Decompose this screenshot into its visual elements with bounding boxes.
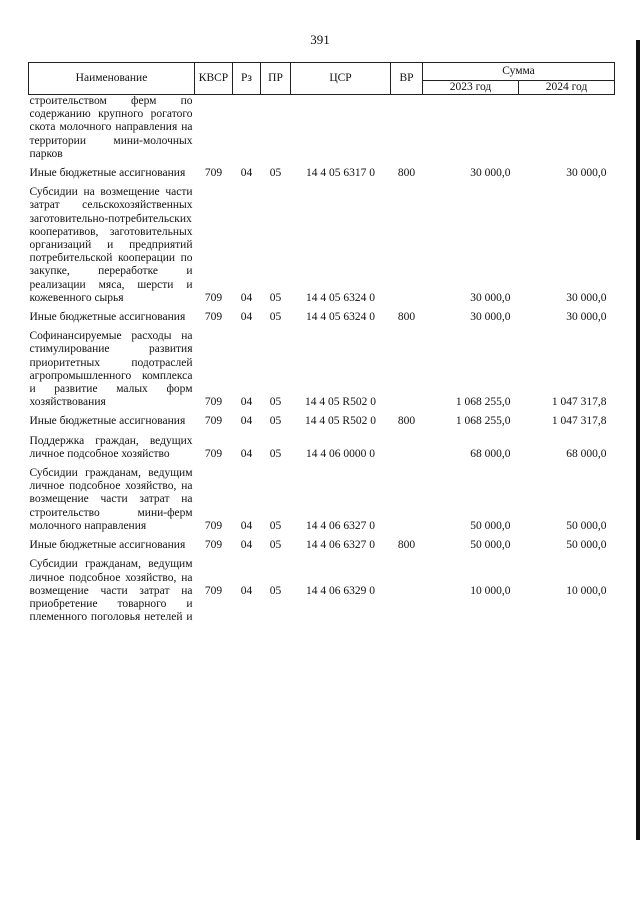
budget-table (28, 62, 615, 624)
header-year-2023: 2023 год (423, 81, 519, 95)
row-name: Иные бюджетные ассигнования (29, 539, 186, 552)
row-kvsr: 709 (204, 584, 223, 597)
row-kvsr: 709 (204, 519, 223, 532)
row-sum-2023: 68 000,0 (470, 447, 511, 460)
header-name: Наименование (29, 63, 195, 95)
row-csr: 14 4 05 6324 0 (306, 311, 375, 324)
row-rz: 04 (240, 167, 253, 180)
row-vr: 800 (397, 539, 416, 552)
row-sum-2024: 1 047 317,8 (551, 415, 607, 428)
row-pr: 05 (269, 311, 282, 324)
table-row (29, 415, 615, 428)
row-kvsr: 709 (204, 539, 223, 552)
row-rz: 04 (240, 584, 253, 597)
row-csr: 14 4 05 R502 0 (305, 396, 376, 409)
row-sum-2024 (519, 95, 615, 162)
row-kvsr: 709 (204, 311, 223, 324)
row-vr (391, 330, 423, 409)
row-name: Иные бюджетные ассигнования (29, 311, 186, 324)
header-kvsr: КВСР (195, 63, 233, 95)
row-csr: 14 4 06 6327 0 (306, 539, 375, 552)
row-csr: 14 4 06 6329 0 (306, 584, 375, 597)
row-kvsr: 709 (204, 447, 223, 460)
row-vr: 800 (397, 167, 416, 180)
row-rz: 04 (240, 519, 253, 532)
row-name: Иные бюджетные ассигнования (29, 415, 186, 428)
row-sum-2023: 10 000,0 (470, 584, 511, 597)
row-rz: 04 (240, 415, 253, 428)
row-sum-2023: 1 068 255,0 (455, 415, 511, 428)
scan-edge-bar (636, 40, 640, 840)
row-csr: 14 4 06 0000 0 (306, 447, 375, 460)
row-csr: 14 4 05 6324 0 (306, 291, 375, 304)
row-pr: 05 (269, 415, 282, 428)
header-vr: ВР (391, 63, 423, 95)
row-vr (391, 467, 423, 533)
row-name: Субсидии гражданам, ведущим личное подсобное хозяйство, на возмещение части затрат на строительство мини-ферм молочного направления (29, 467, 193, 532)
row-sum-2024: 30 000,0 (566, 291, 607, 304)
row-pr (261, 95, 291, 162)
row-vr (391, 95, 423, 162)
table-row (29, 467, 615, 533)
row-sum-2023: 30 000,0 (470, 311, 511, 324)
table-row (29, 186, 615, 305)
row-name: Субсидии на возмещение части затрат сельскохозяйственных заготовительно-потребительских кооперативов, заготовительных организаций и предприятий потребительской кооперации по закупке, переработке и реализации мяса, шерсти и кожевенного сырья (29, 186, 193, 304)
row-vr (391, 558, 423, 624)
row-vr (391, 435, 423, 461)
table-row (29, 330, 615, 409)
row-sum-2024: 30 000,0 (566, 167, 607, 180)
row-kvsr: 709 (204, 415, 223, 428)
row-kvsr: 709 (204, 291, 223, 304)
row-csr (291, 95, 391, 162)
row-csr: 14 4 06 6327 0 (306, 519, 375, 532)
row-name: строительством ферм по содержанию крупного рогатого скота молочного направления на территории мини-молочных парков (29, 95, 193, 160)
row-sum-2023: 1 068 255,0 (455, 396, 511, 409)
table-row (29, 558, 615, 624)
row-name: Субсидии гражданам, ведущим личное подсобное хозяйство, на возмещение части затрат на приобретение товарного и племенного поголовья нетелей и (29, 558, 193, 624)
row-kvsr (195, 95, 233, 162)
header-pr: ПР (261, 63, 291, 95)
table-row (29, 435, 615, 461)
row-sum-2024: 30 000,0 (566, 311, 607, 324)
row-vr: 800 (397, 415, 416, 428)
row-rz: 04 (240, 447, 253, 460)
row-csr: 14 4 05 R502 0 (305, 415, 376, 428)
row-sum-2023 (423, 95, 519, 162)
row-pr: 05 (269, 447, 282, 460)
row-kvsr: 709 (204, 396, 223, 409)
row-sum-2024: 10 000,0 (566, 584, 607, 597)
row-pr: 05 (269, 167, 282, 180)
row-sum-2024: 1 047 317,8 (551, 396, 607, 409)
row-rz (233, 95, 261, 162)
row-sum-2023: 50 000,0 (470, 539, 511, 552)
row-csr: 14 4 05 6317 0 (306, 167, 375, 180)
row-pr: 05 (269, 539, 282, 552)
table-row (29, 95, 615, 162)
row-name: Иные бюджетные ассигнования (29, 167, 186, 180)
header-sum: Сумма (423, 63, 615, 81)
row-sum-2024: 50 000,0 (566, 519, 607, 532)
header-year-2024: 2024 год (519, 81, 615, 95)
row-sum-2023: 30 000,0 (470, 291, 511, 304)
row-rz: 04 (240, 311, 253, 324)
table-row (29, 311, 615, 324)
row-vr (391, 186, 423, 305)
header-csr: ЦСР (291, 63, 391, 95)
row-pr: 05 (269, 519, 282, 532)
row-pr: 05 (269, 396, 282, 409)
table-row (29, 539, 615, 552)
row-sum-2024: 50 000,0 (566, 539, 607, 552)
row-name: Софинансируемые расходы на стимулирование развития приоритетных подотраслей агропромышленного комплекса и развитие малых форм хозяйствования (29, 330, 193, 409)
row-sum-2023: 30 000,0 (470, 167, 511, 180)
row-name: Поддержка граждан, ведущих личное подсобное хозяйство (29, 434, 193, 460)
row-vr: 800 (397, 311, 416, 324)
row-pr: 05 (269, 291, 282, 304)
row-sum-2023: 50 000,0 (470, 519, 511, 532)
table-header (29, 63, 615, 95)
row-sum-2024: 68 000,0 (566, 447, 607, 460)
row-pr: 05 (269, 584, 282, 597)
row-kvsr: 709 (204, 167, 223, 180)
header-rz: Рз (233, 63, 261, 95)
row-rz: 04 (240, 396, 253, 409)
row-rz: 04 (240, 539, 253, 552)
table-row (29, 167, 615, 180)
page-number: 391 (310, 32, 330, 47)
table-body (29, 95, 615, 625)
row-rz: 04 (240, 291, 253, 304)
